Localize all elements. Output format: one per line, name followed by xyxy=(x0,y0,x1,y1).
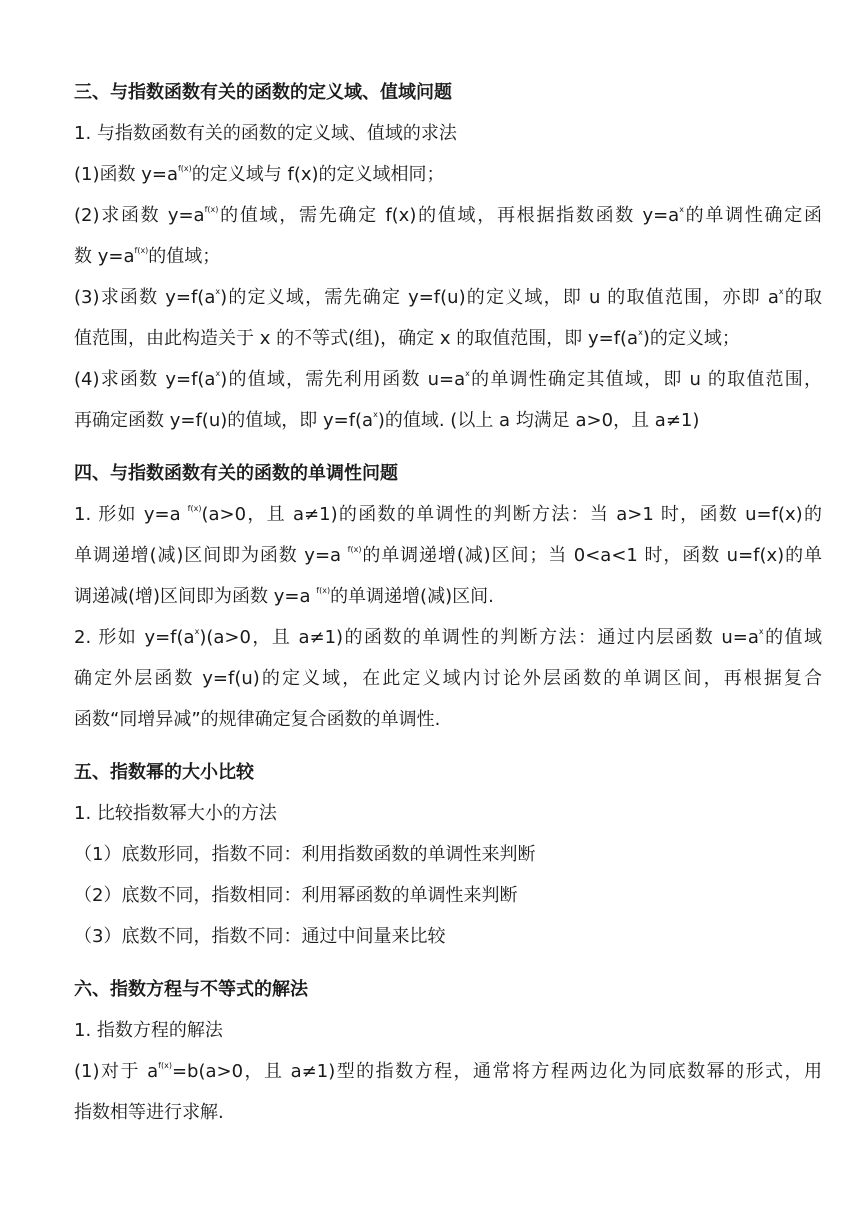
section-3-para-2-line-2: 数 $y=a^{f(x)}$的值域； xyxy=(74,246,221,267)
section-5-list-item: （2）底数不同，指数相同：利用幂函数的单调性来判断 xyxy=(74,885,518,906)
document-page xyxy=(74,72,822,1133)
section-6-subheading: 1. 指数方程的解法 xyxy=(74,1020,223,1041)
section-3-para-4-line-1: (4)求函数 $y=f(a^x)$的值域，需先利用函数 $u=a^x$的单调性确定其值域，即 u 的取值范围， xyxy=(74,369,822,390)
section-3-para-1: (1)函数 $y=a^{f(x)}$的定义域与 f(x)的定义域相同； xyxy=(74,164,445,185)
section-6-heading: 六、指数方程与不等式的解法 xyxy=(74,979,308,1000)
section-5-list-item: （3）底数不同，指数不同：通过中间量来比较 xyxy=(74,926,446,947)
section-4-para-1-line-3: 调递减(增)区间即为函数 y=a $^{f(x)}$的单调递增(减)区间. xyxy=(74,586,494,607)
section-3-para-2-line-1: (2)求函数 $y=a^{f(x)}$的值域，需先确定 f(x)的值域，再根据指数函数 $y=a^x$的单调性确定函 xyxy=(74,205,822,226)
section-4-para-2-line-2: 确定外层函数 y=f(u)的定义域，在此定义域内讨论外层函数的单调区间，再根据复合 xyxy=(74,668,822,689)
section-3-para-3-line-2: 值范围，由此构造关于 x 的不等式(组)，确定 x 的取值范围，即 $y=f(a^x)$的定义域； xyxy=(74,328,740,349)
section-5-heading: 五、指数幂的大小比较 xyxy=(74,762,254,783)
section-4-para-1-line-1: 1. 形如 y=a $^{f(x)}$(a>0，且 a≠1)的函数的单调性的判断方法：当 a>1 时，函数 u=f(x)的 xyxy=(74,504,822,525)
section-4-para-1-line-2: 单调递增(减)区间即为函数 y=a $^{f(x)}$的单调递增(减)区间；当 0<a<1 时，函数 u=f(x)的单 xyxy=(74,545,822,566)
section-6-para-1-line-2: 指数相等进行求解. xyxy=(74,1102,224,1123)
section-3-para-3-line-1: (3)求函数 $y=f(a^x)$的定义域，需先确定 y=f(u)的定义域，即 u 的取值范围，亦即 $a^x$的取 xyxy=(74,287,822,308)
section-4-heading: 四、与指数函数有关的函数的单调性问题 xyxy=(74,463,398,484)
section-4-para-2-line-1: 2. 形如 $y=f(a^x)(a>0$，且 a≠1)的函数的单调性的判断方法：通过内层函数 $u=a^x$的值域 xyxy=(74,627,822,648)
section-6-para-1-line-1: (1)对于 $a^{f(x)}=b(a>0$，且 a≠1)型的指数方程，通常将方程两边化为同底数幂的形式，用 xyxy=(74,1061,823,1082)
section-3-subheading: 1. 与指数函数有关的函数的定义域、值域的求法 xyxy=(74,123,457,144)
section-5-list-item: （1）底数形同，指数不同：利用指数函数的单调性来判断 xyxy=(74,844,536,865)
section-5-subheading: 1. 比较指数幂大小的方法 xyxy=(74,803,277,824)
section-4-para-2-line-3: 函数“同增异减”的规律确定复合函数的单调性. xyxy=(74,709,441,730)
section-3-para-4-line-2: 再确定函数 y=f(u)的值域，即 $y=f(a^x)$的值域. (以上 a 均满足 a>0，且 a≠1) xyxy=(74,410,700,431)
section-3-heading: 三、与指数函数有关的函数的定义域、值域问题 xyxy=(74,82,452,103)
